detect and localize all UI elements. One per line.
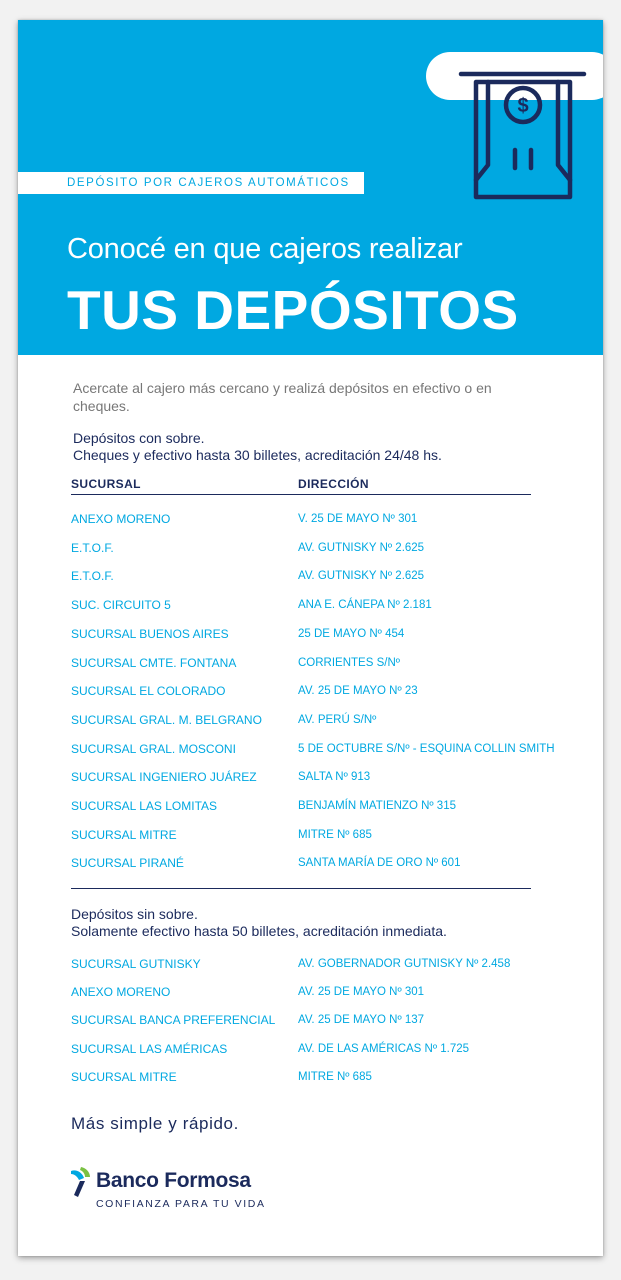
table-row <box>71 954 581 974</box>
branch-name: SUCURSAL EL COLORADO <box>71 684 226 699</box>
svg-text:$: $ <box>517 95 529 117</box>
hero-tag: DEPÓSITO POR CAJEROS AUTOMÁTICOS <box>18 172 364 194</box>
branch-address: 25 DE MAYO Nº 454 <box>298 627 405 640</box>
branch-address: AV. DE LAS AMÉRICAS Nº 1.725 <box>298 1042 470 1055</box>
branch-name: SUCURSAL MITRE <box>71 1069 177 1084</box>
branch-address: AV. GUTNISKY Nº 2.625 <box>298 570 425 583</box>
section-divider <box>71 888 531 889</box>
bank-name: Banco Formosa <box>96 1169 251 1192</box>
branch-name: E.T.O.F. <box>71 540 114 555</box>
column-header-branch: SUCURSAL <box>71 477 141 491</box>
branch-address: 5 DE OCTUBRE S/Nº - ESQUINA COLLIN SMITH <box>298 742 555 755</box>
branch-address: CORRIENTES S/Nº <box>298 656 400 669</box>
table-row <box>71 825 581 845</box>
branch-address: AV. 25 DE MAYO Nº 137 <box>298 1014 425 1027</box>
branch-address: MITRE Nº 685 <box>298 828 372 841</box>
bank-logo <box>68 1165 288 1215</box>
table-row <box>71 681 581 701</box>
section1-line1: Depósitos con sobre. <box>73 430 205 446</box>
section2-note <box>71 906 551 940</box>
table-row <box>71 1039 581 1059</box>
branch-name: SUCURSAL CMTE. FONTANA <box>71 655 237 670</box>
hero-banner <box>18 20 603 355</box>
flyer <box>18 20 603 1256</box>
branch-name: SUCURSAL MITRE <box>71 827 177 842</box>
section1-line2: Cheques y efectivo hasta 30 billetes, acreditación 24/48 hs. <box>73 447 442 463</box>
table-row <box>71 710 581 730</box>
branch-name: SUCURSAL PIRANÉ <box>71 856 184 871</box>
branch-address: AV. 25 DE MAYO Nº 301 <box>298 986 425 999</box>
table-row <box>71 566 581 586</box>
branch-name: SUCURSAL LAS LOMITAS <box>71 799 218 813</box>
branch-address: ANA E. CÁNEPA Nº 2.181 <box>298 599 432 612</box>
branch-address: MITRE Nº 685 <box>298 1070 372 1083</box>
hero-subtitle: Conocé en que cajeros realizar <box>67 233 463 265</box>
branch-name: SUC. CIRCUITO 5 <box>71 598 171 613</box>
section2-line1: Depósitos sin sobre. <box>71 906 198 922</box>
table-row <box>71 767 581 787</box>
table-row <box>71 538 581 558</box>
atm-cash-icon <box>458 70 588 205</box>
branch-name: ANEXO MORENO <box>71 512 171 526</box>
table-row <box>71 653 581 673</box>
branch-address: V. 25 DE MAYO Nº 301 <box>298 513 418 525</box>
branch-name: SUCURSAL GRAL. M. BELGRANO <box>71 712 262 727</box>
branch-name: SUCURSAL GRAL. MOSCONI <box>71 741 236 756</box>
intro-text: Acercate al cajero más cercano y realizá depósitos en efectivo o en cheques. <box>73 380 492 414</box>
branch-name: SUCURSAL BUENOS AIRES <box>71 626 229 641</box>
hero-title: TUS DEPÓSITOS <box>67 279 519 341</box>
branch-address: SANTA MARÍA DE ORO Nº 601 <box>298 857 461 870</box>
branch-address: AV. GUTNISKY Nº 2.625 <box>298 541 425 554</box>
branch-name: SUCURSAL INGENIERO JUÁREZ <box>71 770 257 785</box>
branch-name: SUCURSAL LAS AMÉRICAS <box>71 1041 228 1056</box>
branch-address: AV. PERÚ S/Nº <box>298 713 377 726</box>
table-row <box>71 1010 581 1030</box>
table-row <box>71 509 581 529</box>
branch-address: AV. GOBERNADOR GUTNISKY Nº 2.458 <box>298 958 511 970</box>
branch-address: SALTA Nº 913 <box>298 771 371 784</box>
branch-name: E.T.O.F. <box>71 569 114 584</box>
section2-line2: Solamente efectivo hasta 50 billetes, acreditación inmediata. <box>71 923 447 939</box>
table-row <box>71 739 581 759</box>
table-row <box>71 853 581 873</box>
section1-note <box>73 430 553 464</box>
table-row <box>71 982 581 1002</box>
table-row <box>71 595 581 615</box>
table-row <box>71 796 581 816</box>
branch-name: SUCURSAL BANCA PREFERENCIAL <box>71 1013 276 1028</box>
branch-name: SUCURSAL GUTNISKY <box>71 957 201 971</box>
bank-tagline: CONFIANZA PARA TU VIDA <box>96 1198 266 1210</box>
slogan: Más simple y rápido. <box>71 1114 239 1133</box>
table-row <box>71 1067 581 1087</box>
header-rule <box>71 494 531 495</box>
branch-address: AV. 25 DE MAYO Nº 23 <box>298 685 418 698</box>
column-header-address: DIRECCIÓN <box>298 477 369 491</box>
branch-name: ANEXO MORENO <box>71 985 171 1000</box>
bank-logo-mark-icon <box>68 1165 94 1199</box>
table-row <box>71 624 581 644</box>
branch-address: BENJAMÍN MATIENZO Nº 315 <box>298 800 456 812</box>
